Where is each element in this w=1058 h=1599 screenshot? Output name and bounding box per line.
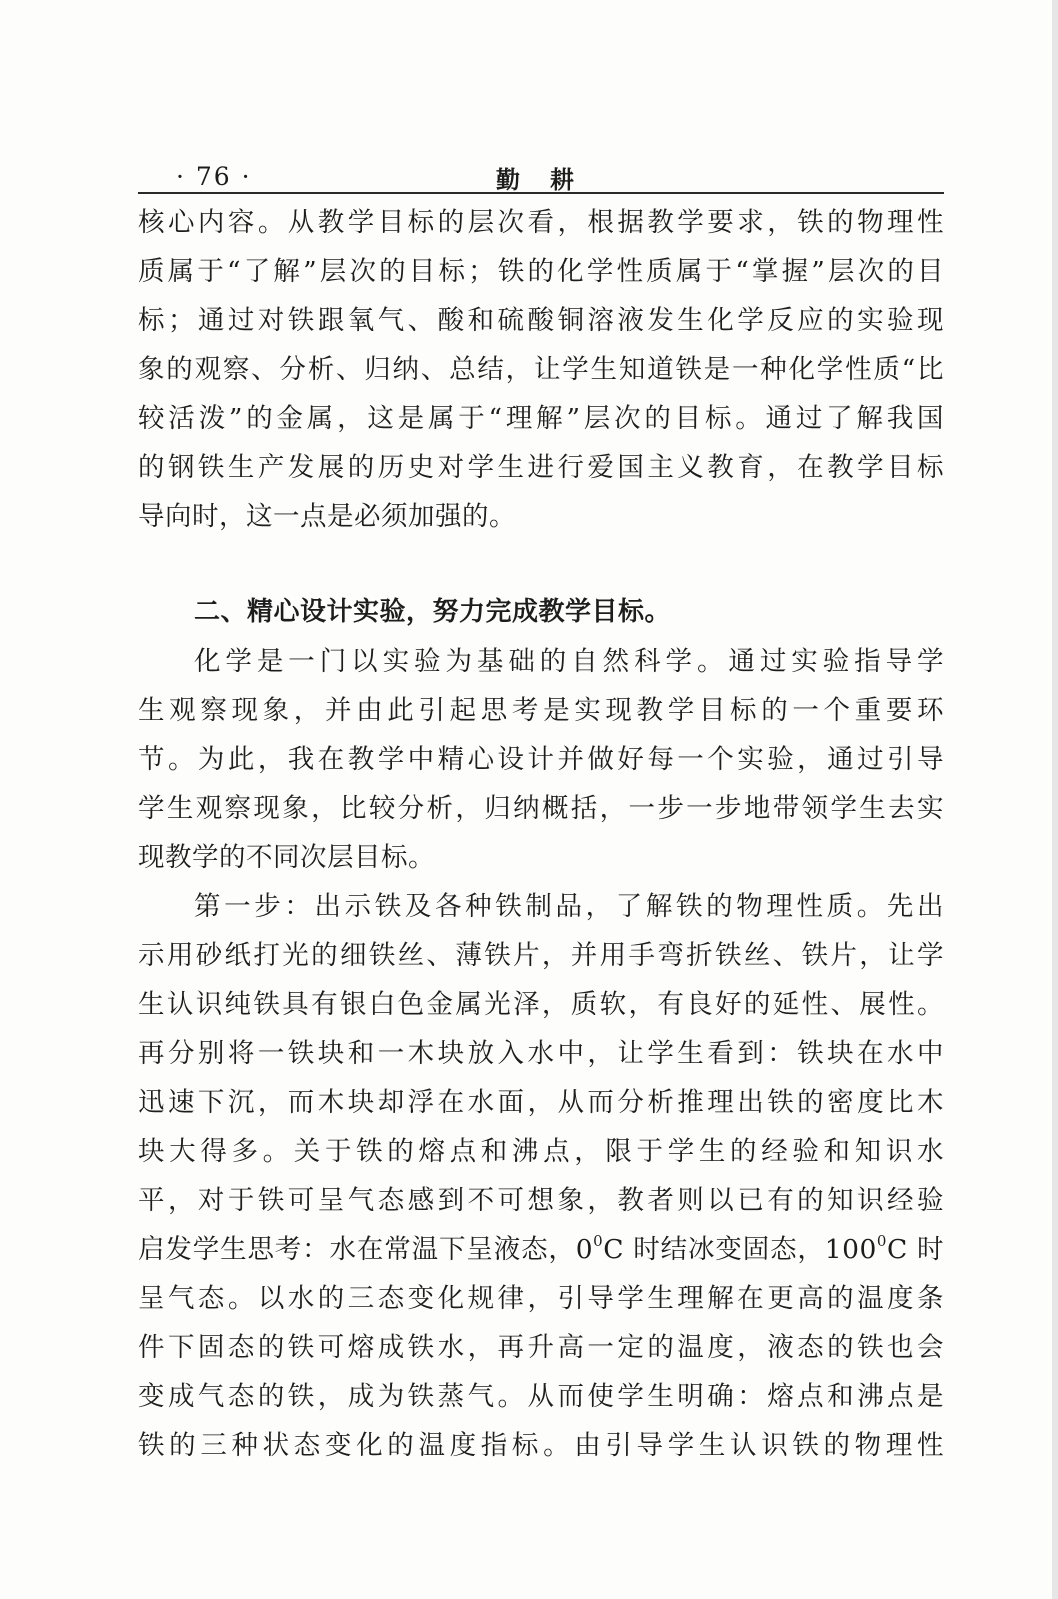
text-line: 现教学的不同次层目标。 (138, 842, 435, 873)
degree-superscript: 0 (876, 1232, 887, 1251)
text-line: 较活泼”的金属，这是属于“理解”层次的目标。通过了解我国 (138, 403, 944, 434)
text-line: 生认识纯铁具有银白色金属光泽，质软，有良好的延性、展性。 (138, 989, 944, 1020)
page-number: · 76 · (176, 162, 252, 191)
text-line: 第一步：出示铁及各种铁制品，了解铁的物理性质。先出 (194, 891, 944, 922)
temperature-text-2: C 时结冰变固态，100 (603, 1234, 877, 1265)
text-line: 示用砂纸打光的细铁丝、薄铁片，并用手弯折铁丝、铁片，让学 (138, 940, 944, 971)
temperature-text-1: 启发学生思考：水在常温下呈液态，0 (138, 1234, 594, 1265)
text-line: 标；通过对铁跟氧气、酸和硫酸铜溶液发生化学反应的实验现 (138, 305, 944, 336)
text-line: 件下固态的铁可熔成铁水，再升高一定的温度，液态的铁也会 (138, 1332, 944, 1363)
body-text (138, 198, 944, 1470)
text-line: 化学是一门以实验为基础的自然科学。通过实验指导学 (194, 646, 944, 677)
text-line: 的钢铁生产发展的历史对学生进行爱国主义教育，在教学目标 (138, 452, 944, 483)
temperature-text-3: C 时 (886, 1234, 944, 1265)
text-line: 呈气态。以水的三态变化规律，引导学生理解在更高的温度条 (138, 1283, 944, 1314)
text-line: 学生观察现象，比较分析，归纳概括，一步一步地带领学生去实 (138, 793, 944, 824)
text-line: 生观察现象，并由此引起思考是实现教学目标的一个重要环 (138, 695, 944, 726)
journal-title: 勤耕 (496, 165, 604, 194)
paragraph-experiments (138, 637, 944, 882)
scan-edge (1052, 0, 1058, 1599)
text-line: 核心内容。从教学目标的层次看，根据教学要求，铁的物理性 (138, 207, 944, 238)
text-line: 再分别将一铁块和一木块放入水中，让学生看到：铁块在水中 (138, 1038, 944, 1069)
section-heading: 二、精心设计实验，努力完成教学目标。 (194, 597, 672, 627)
running-head (138, 150, 944, 194)
paragraph-objectives (138, 198, 944, 541)
text-line: 质属于“了解”层次的目标；铁的化学性质属于“掌握”层次的目 (138, 256, 944, 287)
paragraph-step-one (138, 882, 944, 1470)
text-line: 块大得多。关于铁的熔点和沸点，限于学生的经验和知识水 (138, 1136, 944, 1167)
text-line: 导向时，这一点是必须加强的。 (138, 501, 516, 532)
text-line-temperature (138, 1225, 944, 1274)
text-line: 迅速下沉，而木块却浮在水面，从而分析推理出铁的密度比木 (138, 1087, 944, 1118)
text-line: 铁的三种状态变化的温度指标。由引导学生认识铁的物理性 (138, 1430, 944, 1461)
degree-superscript: 0 (593, 1232, 604, 1251)
book-page (138, 150, 944, 1470)
paragraph-gap (138, 541, 944, 588)
text-line: 象的观察、分析、归纳、总结，让学生知道铁是一种化学性质“比 (138, 354, 944, 385)
text-line: 变成气态的铁，成为铁蒸气。从而使学生明确：熔点和沸点是 (138, 1381, 944, 1412)
text-line: 平，对于铁可呈气态感到不可想象，教者则以已有的知识经验 (138, 1185, 944, 1216)
text-line: 节。为此，我在教学中精心设计并做好每一个实验，通过引导 (138, 744, 944, 775)
